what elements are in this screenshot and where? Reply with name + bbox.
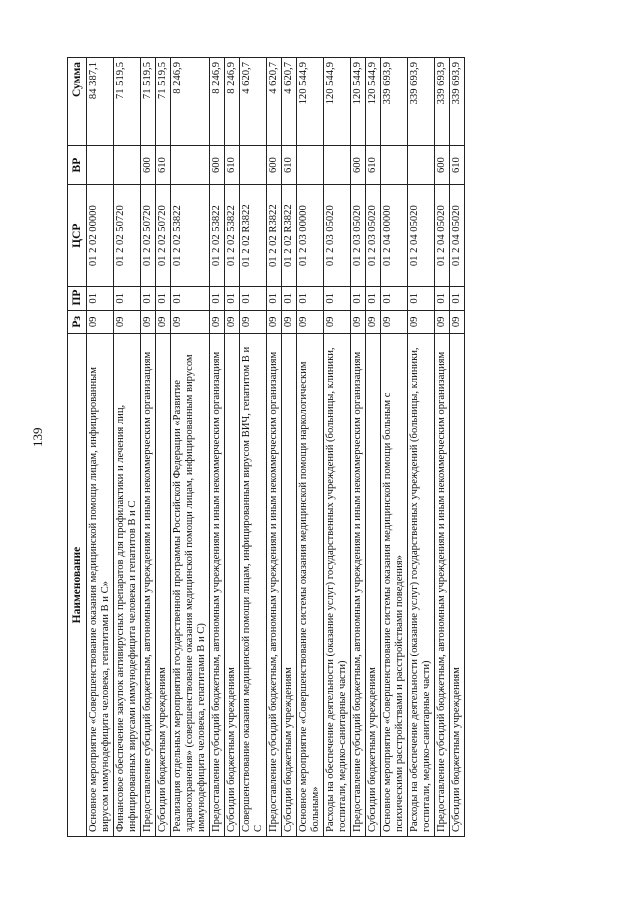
- cell-sum: 71 519,5: [114, 58, 141, 146]
- cell-vr: 610: [282, 145, 297, 185]
- cell-rz: 09: [267, 310, 282, 334]
- header-csr: ЦСР: [68, 185, 87, 287]
- cell-csr: 01 2 03 05020: [324, 185, 351, 287]
- cell-name: Реализация отдельных мероприятий государственной программы Российской Федерации «Развитие здравоохранения» (совершенствование оказания медицинской помощи лицам, инфицированным вирусом иммунодефицита человека, гепатитами В и С): [171, 334, 210, 837]
- cell-csr: 01 2 02 53822: [210, 185, 225, 287]
- cell-csr: 01 2 02 00000: [87, 185, 114, 287]
- cell-sum: 339 693,9: [435, 58, 450, 146]
- cell-pr: 01: [240, 287, 267, 311]
- cell-vr: 600: [141, 145, 156, 185]
- header-name: Наименование: [68, 334, 87, 837]
- table-row: [87, 58, 114, 837]
- cell-name: Предоставление субсидий бюджетным, автономным учреждениям и иным некоммерческим организациям: [210, 334, 225, 837]
- table-row: [156, 58, 171, 837]
- table-row: [225, 58, 240, 837]
- cell-rz: 09: [366, 310, 381, 334]
- cell-rz: 09: [156, 310, 171, 334]
- cell-sum: 8 246,9: [171, 58, 210, 146]
- cell-name: Субсидии бюджетным учреждениям: [225, 334, 240, 837]
- cell-sum: 71 519,5: [141, 58, 156, 146]
- cell-name: Субсидии бюджетным учреждениям: [282, 334, 297, 837]
- header-pr: ПР: [68, 287, 87, 311]
- cell-rz: 09: [87, 310, 114, 334]
- cell-name: Совершенствование оказания медицинской помощи лицам, инфицированным вирусом ВИЧ, гепатитом В и С: [240, 334, 267, 837]
- cell-vr: 600: [351, 145, 366, 185]
- cell-name: Предоставление субсидий бюджетным, автономным учреждениям и иным некоммерческим организациям: [267, 334, 282, 837]
- cell-csr: 01 2 04 00000: [381, 185, 408, 287]
- cell-csr: 01 2 03 05020: [351, 185, 366, 287]
- header-vr: ВР: [68, 145, 87, 185]
- cell-sum: 339 693,9: [408, 58, 435, 146]
- cell-rz: 09: [225, 310, 240, 334]
- cell-vr: [240, 145, 267, 185]
- cell-pr: 01: [156, 287, 171, 311]
- cell-sum: 8 246,9: [210, 58, 225, 146]
- cell-sum: 8 246,9: [225, 58, 240, 146]
- cell-csr: 01 2 04 05020: [435, 185, 450, 287]
- cell-rz: 09: [351, 310, 366, 334]
- cell-rz: 09: [210, 310, 225, 334]
- cell-name: Субсидии бюджетным учреждениям: [366, 334, 381, 837]
- cell-csr: 01 2 02 50720: [156, 185, 171, 287]
- cell-name: Основное мероприятие «Совершенствование системы оказания медицинской помощи больным с психическими расстройствами и расстройствами поведения»: [381, 334, 408, 837]
- cell-sum: 120 544,9: [351, 58, 366, 146]
- cell-vr: 600: [267, 145, 282, 185]
- cell-vr: [297, 145, 324, 185]
- page-number: 139: [30, 427, 45, 447]
- table-row: [267, 58, 282, 837]
- cell-pr: 01: [351, 287, 366, 311]
- cell-sum: 4 620,7: [282, 58, 297, 146]
- cell-name: Субсидии бюджетным учреждениям: [450, 334, 465, 837]
- cell-pr: 01: [267, 287, 282, 311]
- cell-pr: 01: [450, 287, 465, 311]
- cell-sum: 120 544,9: [297, 58, 324, 146]
- cell-name: Расходы на обеспечение деятельности (оказание услуг) государственных учреждений (больницы, клиники, госпитали, медико-санитарные части): [408, 334, 435, 837]
- cell-vr: 610: [225, 145, 240, 185]
- cell-rz: 09: [114, 310, 141, 334]
- cell-pr: 01: [435, 287, 450, 311]
- cell-vr: 610: [450, 145, 465, 185]
- table-row: [435, 58, 450, 837]
- cell-name: Финансовое обеспечение закупок антивирусных препаратов для профилактики и лечения лиц, инфицированных вирусами иммунодефицита человека и гепатитов В и С: [114, 334, 141, 837]
- cell-pr: 01: [408, 287, 435, 311]
- cell-vr: 600: [210, 145, 225, 185]
- cell-csr: 01 2 03 00000: [297, 185, 324, 287]
- cell-sum: 4 620,7: [267, 58, 282, 146]
- table-row: [282, 58, 297, 837]
- budget-table: [67, 57, 465, 837]
- table-row: [141, 58, 156, 837]
- table-row: [450, 58, 465, 837]
- cell-rz: 09: [297, 310, 324, 334]
- table-row: [366, 58, 381, 837]
- cell-sum: 71 519,5: [156, 58, 171, 146]
- cell-pr: 01: [297, 287, 324, 311]
- cell-rz: 09: [450, 310, 465, 334]
- cell-pr: 01: [87, 287, 114, 311]
- header-sum: Сумма: [68, 58, 87, 146]
- cell-csr: 01 2 03 05020: [366, 185, 381, 287]
- cell-name: Предоставление субсидий бюджетным, автономным учреждениям и иным некоммерческим организациям: [435, 334, 450, 837]
- cell-csr: 01 2 04 05020: [450, 185, 465, 287]
- cell-rz: 09: [141, 310, 156, 334]
- cell-name: Расходы на обеспечение деятельности (оказание услуг) государственных учреждений (больницы, клиники, госпитали, медико-санитарные части): [324, 334, 351, 837]
- table-row: [114, 58, 141, 837]
- cell-vr: [381, 145, 408, 185]
- cell-sum: 339 693,9: [450, 58, 465, 146]
- cell-vr: 600: [435, 145, 450, 185]
- cell-vr: [171, 145, 210, 185]
- cell-rz: 09: [408, 310, 435, 334]
- cell-name: Субсидии бюджетным учреждениям: [156, 334, 171, 837]
- cell-csr: 01 2 02 50720: [114, 185, 141, 287]
- cell-vr: [408, 145, 435, 185]
- cell-vr: [324, 145, 351, 185]
- table-row: [351, 58, 366, 837]
- cell-pr: 01: [225, 287, 240, 311]
- cell-sum: 120 544,9: [324, 58, 351, 146]
- table-row: [210, 58, 225, 837]
- cell-csr: 01 2 02 53822: [225, 185, 240, 287]
- cell-vr: [87, 145, 114, 185]
- header-rz: Рз: [68, 310, 87, 334]
- cell-name: Предоставление субсидий бюджетным, автономным учреждениям и иным некоммерческим организациям: [141, 334, 156, 837]
- table-row: [240, 58, 267, 837]
- cell-vr: 610: [156, 145, 171, 185]
- cell-rz: 09: [171, 310, 210, 334]
- cell-pr: 01: [210, 287, 225, 311]
- table-row: [324, 58, 351, 837]
- cell-sum: 339 693,9: [381, 58, 408, 146]
- cell-vr: 610: [366, 145, 381, 185]
- table-header-row: [68, 58, 87, 837]
- cell-pr: 01: [141, 287, 156, 311]
- table-row: [408, 58, 435, 837]
- cell-csr: 01 2 02 R3822: [267, 185, 282, 287]
- cell-csr: 01 2 02 50720: [141, 185, 156, 287]
- cell-sum: 120 544,9: [366, 58, 381, 146]
- cell-sum: 4 620,7: [240, 58, 267, 146]
- cell-rz: 09: [381, 310, 408, 334]
- cell-pr: 01: [171, 287, 210, 311]
- cell-pr: 01: [366, 287, 381, 311]
- cell-name: Основное мероприятие «Совершенствование системы оказания медицинской помощи наркологическим больным»: [297, 334, 324, 837]
- cell-pr: 01: [324, 287, 351, 311]
- cell-csr: 01 2 02 R3822: [240, 185, 267, 287]
- cell-pr: 01: [381, 287, 408, 311]
- cell-rz: 09: [282, 310, 297, 334]
- cell-csr: 01 2 02 53822: [171, 185, 210, 287]
- cell-csr: 01 2 04 05020: [408, 185, 435, 287]
- cell-rz: 09: [240, 310, 267, 334]
- table-row: [171, 58, 210, 837]
- cell-name: Основное мероприятие «Совершенствование оказания медицинской помощи лицам, инфицированным вирусом иммунодефицита человека, гепатитами В и С»: [87, 334, 114, 837]
- cell-rz: 09: [324, 310, 351, 334]
- cell-sum: 84 387,1: [87, 58, 114, 146]
- cell-csr: 01 2 02 R3822: [282, 185, 297, 287]
- cell-pr: 01: [114, 287, 141, 311]
- cell-vr: [114, 145, 141, 185]
- cell-pr: 01: [282, 287, 297, 311]
- rotated-page-content: [67, 57, 587, 837]
- table-row: [381, 58, 408, 837]
- cell-name: Предоставление субсидий бюджетным, автономным учреждениям и иным некоммерческим организациям: [351, 334, 366, 837]
- cell-rz: 09: [435, 310, 450, 334]
- table-row: [297, 58, 324, 837]
